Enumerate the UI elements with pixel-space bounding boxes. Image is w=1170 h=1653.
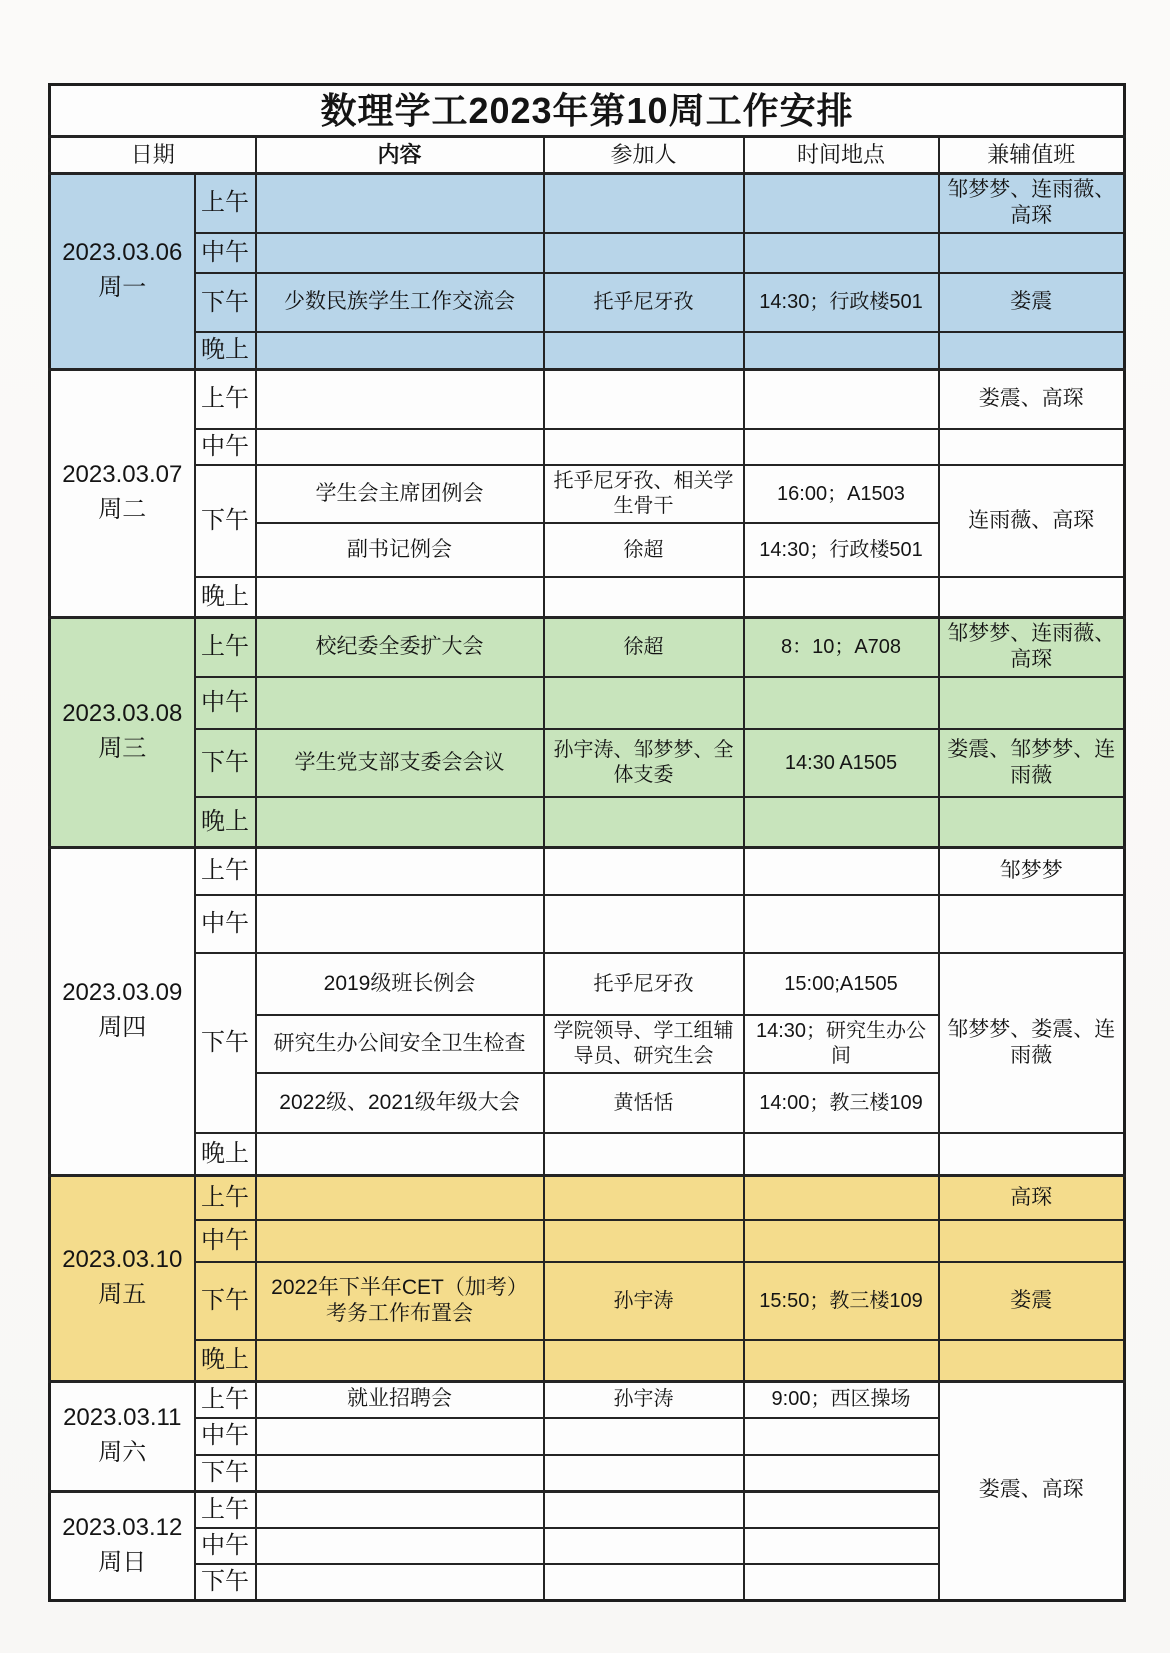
time-place-cell: 9:00；西区操场 [744, 1381, 939, 1418]
content-cell [256, 1340, 544, 1381]
content-cell: 副书记例会 [256, 523, 544, 577]
slot-cell: 上午 [195, 847, 256, 895]
participants-cell [544, 577, 744, 617]
content-cell [256, 369, 544, 429]
participants-cell [544, 1340, 744, 1381]
participants-cell [544, 895, 744, 953]
date-text: 2023.03.07 [62, 461, 183, 489]
date-text: 2023.03.12 [62, 1513, 183, 1541]
content-cell [256, 173, 544, 233]
participants-cell [544, 1418, 744, 1455]
participants-cell [544, 847, 744, 895]
time-place-cell [744, 895, 939, 953]
date-text: 2023.03.10 [62, 1246, 183, 1274]
content-cell: 校纪委全委扩大会 [256, 617, 544, 677]
duty-cell [939, 677, 1125, 729]
time-place-cell [744, 173, 939, 233]
slot-cell: 下午 [195, 1262, 256, 1340]
duty-cell [939, 332, 1125, 369]
content-cell [256, 1418, 544, 1455]
participants-cell: 徐超 [544, 617, 744, 677]
duty-cell: 娄震 [939, 1262, 1125, 1340]
slot-cell: 上午 [195, 1175, 256, 1220]
duty-cell: 娄震、邹梦梦、连雨薇 [939, 729, 1125, 797]
time-place-cell [744, 332, 939, 369]
slot-cell: 中午 [195, 1220, 256, 1262]
content-cell [256, 797, 544, 847]
slot-cell: 晚上 [195, 577, 256, 617]
time-place-cell [744, 369, 939, 429]
participants-cell [544, 429, 744, 465]
content-cell [256, 429, 544, 465]
participants-cell [544, 797, 744, 847]
duty-cell: 邹梦梦 [939, 847, 1125, 895]
duty-cell [939, 233, 1125, 273]
content-cell [256, 1220, 544, 1262]
time-place-cell: 14:00；教三楼109 [744, 1073, 939, 1133]
weekday-text: 周二 [98, 496, 147, 523]
participants-cell [544, 1455, 744, 1492]
date-cell-monday [50, 173, 195, 369]
slot-cell: 中午 [195, 1528, 256, 1564]
content-cell [256, 1175, 544, 1220]
date-text: 2023.03.09 [62, 979, 183, 1007]
date-cell-thursday [50, 847, 195, 1175]
participants-cell: 孙宇涛 [544, 1381, 744, 1418]
time-place-cell [744, 1455, 939, 1492]
participants-cell [544, 1133, 744, 1175]
time-place-cell: 15:00;A1505 [744, 953, 939, 1015]
time-place-cell [744, 429, 939, 465]
content-cell [256, 1564, 544, 1601]
duty-cell [939, 895, 1125, 953]
time-place-cell: 14:30；行政楼501 [744, 273, 939, 332]
participants-cell [544, 332, 744, 369]
time-place-cell [744, 1528, 939, 1564]
date-text: 2023.03.08 [62, 700, 183, 728]
time-place-cell [744, 847, 939, 895]
col-header-time-place: 时间地点 [744, 137, 939, 174]
time-place-cell [744, 677, 939, 729]
slot-cell: 下午 [195, 729, 256, 797]
weekday-text: 周一 [98, 274, 147, 301]
content-cell [256, 577, 544, 617]
participants-cell: 托乎尼牙孜、相关学生骨干 [544, 465, 744, 523]
slot-cell: 中午 [195, 677, 256, 729]
time-place-cell: 16:00；A1503 [744, 465, 939, 523]
participants-cell: 孙宇涛、邹梦梦、全体支委 [544, 729, 744, 797]
slot-cell: 上午 [195, 1381, 256, 1418]
col-header-duty: 兼辅值班 [939, 137, 1125, 174]
duty-cell [939, 1133, 1125, 1175]
date-cell-sunday [50, 1491, 195, 1600]
slot-cell: 晚上 [195, 1133, 256, 1175]
duty-cell-weekend: 娄震、高琛 [939, 1381, 1125, 1600]
time-place-cell [744, 1220, 939, 1262]
schedule-table [48, 83, 1126, 1602]
slot-cell: 中午 [195, 429, 256, 465]
weekday-text: 周三 [98, 735, 147, 762]
content-cell [256, 895, 544, 953]
slot-cell: 下午 [195, 953, 256, 1133]
duty-cell: 邹梦梦、连雨薇、高琛 [939, 173, 1125, 233]
slot-cell: 中午 [195, 1418, 256, 1455]
time-place-cell: 14:30；研究生办公间 [744, 1015, 939, 1073]
time-place-cell: 14:30 A1505 [744, 729, 939, 797]
slot-cell: 下午 [195, 465, 256, 577]
participants-cell [544, 1528, 744, 1564]
time-place-cell [744, 233, 939, 273]
duty-cell [939, 429, 1125, 465]
time-place-cell: 14:30；行政楼501 [744, 523, 939, 577]
content-cell [256, 233, 544, 273]
slot-cell: 上午 [195, 1491, 256, 1528]
date-cell-saturday [50, 1381, 195, 1491]
content-cell [256, 1455, 544, 1492]
date-cell-wednesday [50, 617, 195, 847]
duty-cell: 连雨薇、高琛 [939, 465, 1125, 577]
duty-cell [939, 797, 1125, 847]
weekday-text: 周六 [98, 1439, 147, 1466]
slot-cell: 下午 [195, 1564, 256, 1601]
slot-cell: 晚上 [195, 1340, 256, 1381]
content-cell [256, 332, 544, 369]
time-place-cell [744, 1564, 939, 1601]
participants-cell: 学院领导、学工组辅导员、研究生会 [544, 1015, 744, 1073]
slot-cell: 上午 [195, 173, 256, 233]
participants-cell [544, 369, 744, 429]
duty-cell: 邹梦梦、连雨薇、高琛 [939, 617, 1125, 677]
time-place-cell [744, 1491, 939, 1528]
date-text: 2023.03.06 [62, 239, 183, 267]
participants-cell [544, 173, 744, 233]
participants-cell [544, 1491, 744, 1528]
participants-cell [544, 233, 744, 273]
weekday-text: 周日 [98, 1548, 147, 1576]
duty-cell [939, 1340, 1125, 1381]
time-place-cell [744, 1133, 939, 1175]
time-place-cell: 15:50；教三楼109 [744, 1262, 939, 1340]
content-cell: 2019级班长例会 [256, 953, 544, 1015]
col-header-participants: 参加人 [544, 137, 744, 174]
date-text: 2023.03.11 [63, 1404, 182, 1432]
participants-cell: 孙宇涛 [544, 1262, 744, 1340]
slot-cell: 下午 [195, 273, 256, 332]
time-place-cell: 8：10；A708 [744, 617, 939, 677]
col-header-date: 日期 [50, 137, 256, 174]
col-header-content: 内容 [256, 137, 544, 174]
duty-cell: 娄震、高琛 [939, 369, 1125, 429]
slot-cell: 下午 [195, 1455, 256, 1492]
participants-cell: 托乎尼牙孜 [544, 953, 744, 1015]
slot-cell: 中午 [195, 895, 256, 953]
content-cell: 2022级、2021级年级大会 [256, 1073, 544, 1133]
participants-cell [544, 1564, 744, 1601]
content-cell: 研究生办公间安全卫生检查 [256, 1015, 544, 1073]
content-cell [256, 1528, 544, 1564]
content-cell [256, 677, 544, 729]
date-cell-friday [50, 1175, 195, 1381]
participants-cell [544, 1220, 744, 1262]
slot-cell: 晚上 [195, 797, 256, 847]
participants-cell: 徐超 [544, 523, 744, 577]
content-cell: 学生会主席团例会 [256, 465, 544, 523]
content-cell: 学生党支部支委会会议 [256, 729, 544, 797]
duty-cell [939, 1220, 1125, 1262]
slot-cell: 中午 [195, 233, 256, 273]
content-cell: 2022年下半年CET（加考）考务工作布置会 [256, 1262, 544, 1340]
page-title: 数理学工2023年第10周工作安排 [50, 85, 1125, 137]
content-cell: 就业招聘会 [256, 1381, 544, 1418]
content-cell [256, 847, 544, 895]
duty-cell [939, 577, 1125, 617]
duty-cell: 邹梦梦、娄震、连雨薇 [939, 953, 1125, 1133]
participants-cell [544, 677, 744, 729]
weekday-text: 周五 [98, 1281, 147, 1308]
slot-cell: 上午 [195, 617, 256, 677]
time-place-cell [744, 1418, 939, 1455]
time-place-cell [744, 577, 939, 617]
content-cell [256, 1133, 544, 1175]
time-place-cell [744, 1175, 939, 1220]
participants-cell: 托乎尼牙孜 [544, 273, 744, 332]
slot-cell: 上午 [195, 369, 256, 429]
duty-cell: 娄震 [939, 273, 1125, 332]
content-cell: 少数民族学生工作交流会 [256, 273, 544, 332]
participants-cell [544, 1175, 744, 1220]
time-place-cell [744, 797, 939, 847]
content-cell [256, 1491, 544, 1528]
weekday-text: 周四 [98, 1014, 147, 1041]
time-place-cell [744, 1340, 939, 1381]
date-cell-tuesday [50, 369, 195, 617]
participants-cell: 黄恬恬 [544, 1073, 744, 1133]
slot-cell: 晚上 [195, 332, 256, 369]
duty-cell: 高琛 [939, 1175, 1125, 1220]
